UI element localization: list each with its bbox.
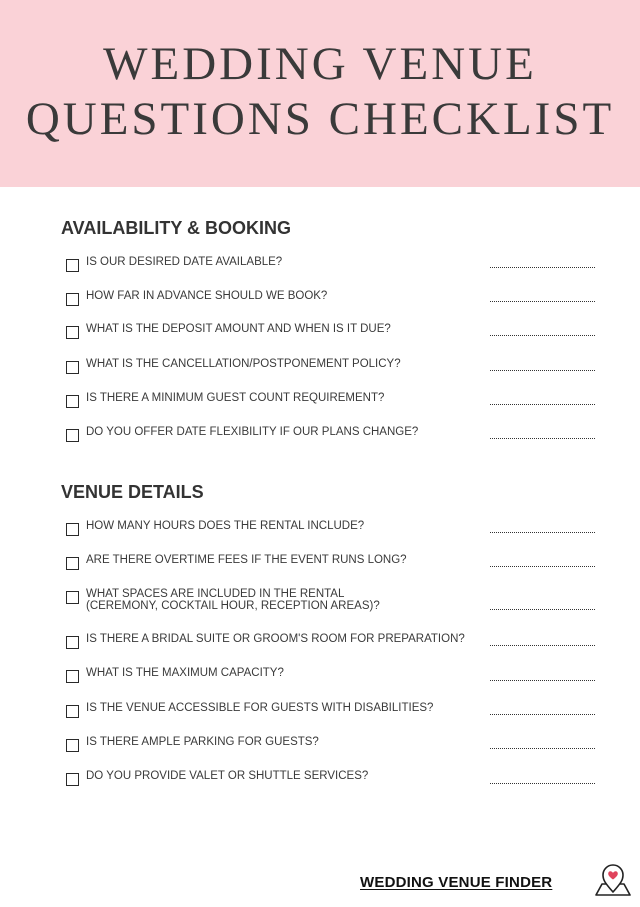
- answer-line: [490, 267, 595, 268]
- question-text: WHAT IS THE DEPOSIT AMOUNT AND WHEN IS IT DUE?: [86, 323, 391, 335]
- question-text: IS THERE AMPLE PARKING FOR GUESTS?: [86, 736, 319, 748]
- map-pin-heart-icon: [593, 862, 633, 900]
- question-text: HOW MANY HOURS DOES THE RENTAL INCLUDE?: [86, 520, 365, 532]
- answer-line: [490, 370, 595, 371]
- answer-line: [490, 566, 595, 567]
- question-text: DO YOU PROVIDE VALET OR SHUTTLE SERVICES?: [86, 770, 369, 782]
- checkbox[interactable]: [66, 739, 79, 752]
- answer-line: [490, 645, 595, 646]
- checklist-item[interactable]: [66, 256, 596, 282]
- checklist-item[interactable]: [66, 702, 596, 728]
- page-title-line-1: WEDDING VENUE: [103, 38, 537, 90]
- checkbox[interactable]: [66, 591, 79, 604]
- answer-line: [490, 532, 595, 533]
- checklist-item[interactable]: [66, 358, 596, 384]
- checkbox[interactable]: [66, 773, 79, 786]
- checklist-item[interactable]: [66, 667, 596, 693]
- checkbox[interactable]: [66, 259, 79, 272]
- header-banner: [0, 0, 640, 187]
- section-heading-venue-details: VENUE DETAILS: [61, 482, 204, 502]
- checkbox[interactable]: [66, 429, 79, 442]
- checklist-item[interactable]: [66, 736, 596, 762]
- question-text: ARE THERE OVERTIME FEES IF THE EVENT RUNS LONG?: [86, 554, 407, 566]
- checkbox[interactable]: [66, 557, 79, 570]
- answer-line: [490, 335, 595, 336]
- checklist-item[interactable]: [66, 770, 596, 796]
- checkbox[interactable]: [66, 361, 79, 374]
- question-text: HOW FAR IN ADVANCE SHOULD WE BOOK?: [86, 290, 328, 302]
- checkbox[interactable]: [66, 395, 79, 408]
- question-text: WHAT IS THE CANCELLATION/POSTPONEMENT POLICY?: [86, 358, 401, 370]
- question-text: WHAT IS THE MAXIMUM CAPACITY?: [86, 667, 284, 679]
- checklist-item[interactable]: [66, 588, 596, 622]
- question-text: WHAT SPACES ARE INCLUDED IN THE RENTAL (CEREMONY, COCKTAIL HOUR, RECEPTION AREAS)?: [86, 588, 380, 612]
- checkbox[interactable]: [66, 705, 79, 718]
- checkbox[interactable]: [66, 523, 79, 536]
- brand-link[interactable]: WEDDING VENUE FINDER: [360, 874, 553, 891]
- checklist-item[interactable]: [66, 290, 596, 316]
- question-text: IS THERE A BRIDAL SUITE OR GROOM'S ROOM FOR PREPARATION?: [86, 633, 465, 645]
- question-text: IS OUR DESIRED DATE AVAILABLE?: [86, 256, 283, 268]
- checkbox[interactable]: [66, 636, 79, 649]
- checkbox[interactable]: [66, 670, 79, 683]
- checkbox[interactable]: [66, 326, 79, 339]
- checklist-item[interactable]: [66, 426, 596, 452]
- page-title-line-2: QUESTIONS CHECKLIST: [25, 93, 615, 145]
- checklist-item[interactable]: [66, 633, 596, 659]
- question-text: IS THERE A MINIMUM GUEST COUNT REQUIREMENT?: [86, 392, 385, 404]
- checklist-item[interactable]: [66, 323, 596, 349]
- question-text: DO YOU OFFER DATE FLEXIBILITY IF OUR PLANS CHANGE?: [86, 426, 419, 438]
- checklist-item[interactable]: [66, 392, 596, 418]
- answer-line: [490, 404, 595, 405]
- section-heading-availability: AVAILABILITY & BOOKING: [61, 218, 292, 238]
- answer-line: [490, 609, 595, 610]
- answer-line: [490, 783, 595, 784]
- answer-line: [490, 301, 595, 302]
- answer-line: [490, 438, 595, 439]
- checklist-item[interactable]: [66, 520, 596, 546]
- checkbox[interactable]: [66, 293, 79, 306]
- question-text: IS THE VENUE ACCESSIBLE FOR GUESTS WITH DISABILITIES?: [86, 702, 434, 714]
- answer-line: [490, 714, 595, 715]
- checklist-item[interactable]: [66, 554, 596, 580]
- answer-line: [490, 680, 595, 681]
- answer-line: [490, 748, 595, 749]
